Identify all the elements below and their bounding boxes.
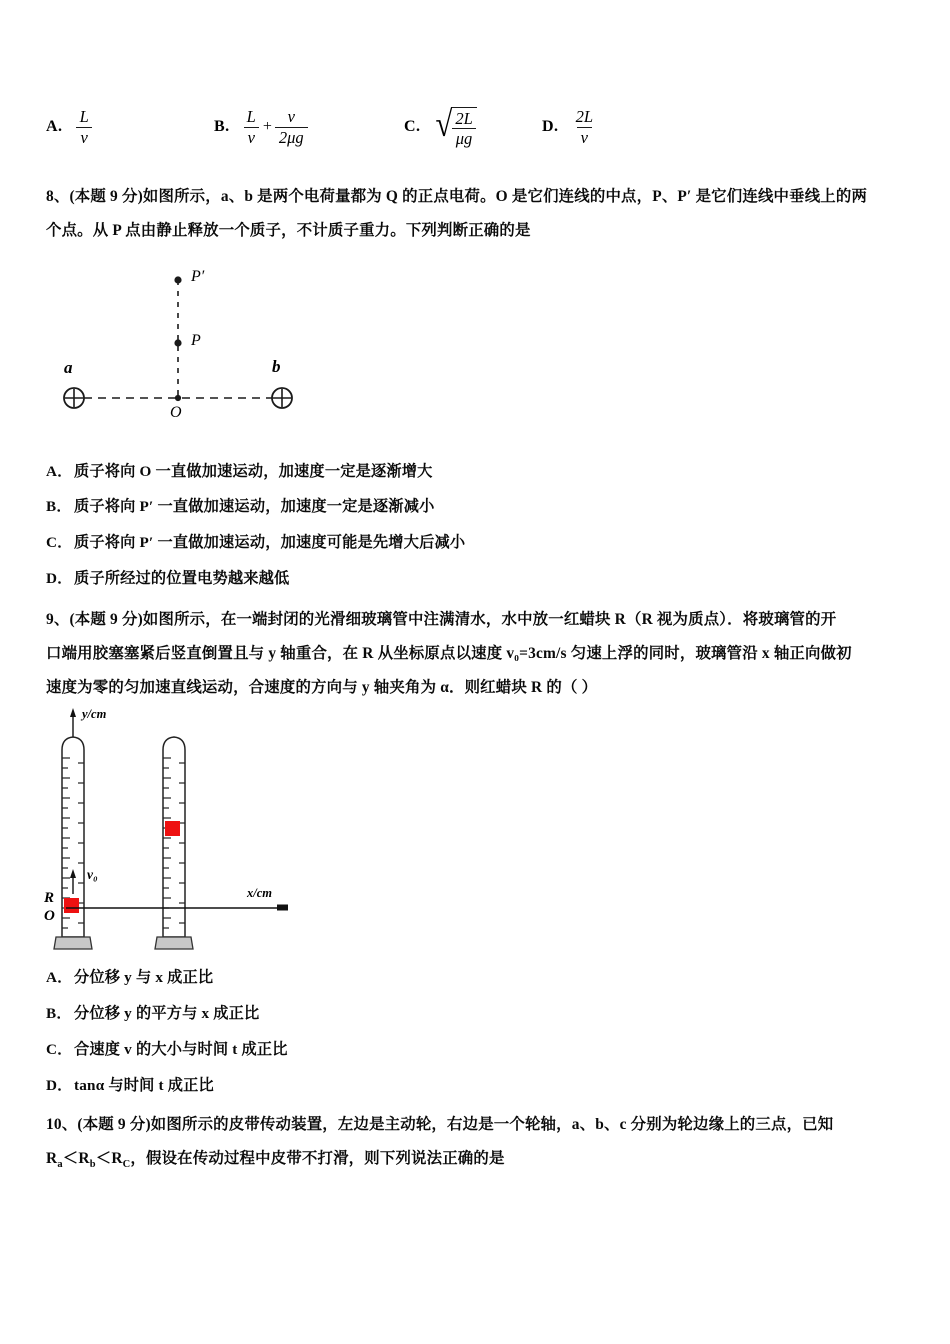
glass-tube-left [54, 737, 92, 949]
question9-option-b-label: B． [46, 1005, 72, 1022]
figure8-label-p-prime: P′ [191, 268, 205, 285]
tube-left-base [54, 937, 92, 949]
radical-icon: √ [435, 103, 452, 144]
math-option-d-denominator: v [577, 127, 592, 146]
math-option-c-label: C. [404, 118, 421, 135]
math-option-d [542, 96, 597, 158]
question8-option-b [46, 497, 746, 517]
point-p-dot [174, 339, 181, 346]
figure9-x-axis-label: x/cm [247, 886, 272, 900]
question10-sub-c: C [122, 1159, 131, 1171]
math-option-b-operator: + [262, 118, 272, 135]
question10-symbol-rb: $R_b$ [78, 1150, 96, 1171]
math-option-a-denominator: v [76, 127, 91, 146]
tube-right-base [155, 937, 193, 949]
math-option-a [46, 96, 93, 158]
question9-option-c-text: 合速度 v 的大小与时间 t 成正比 [74, 1041, 288, 1058]
question10-symbol-rc: $R_C$ [111, 1150, 131, 1171]
question9-option-b-text: 分位移 y 的平方与 x 成正比 [74, 1005, 260, 1022]
math-option-b-denominator-2: 2μg [275, 127, 308, 146]
question9-option-a [46, 968, 746, 988]
question8-option-a [46, 462, 746, 482]
figure9-y-axis-label: y/cm [82, 707, 107, 721]
wax-block-right [165, 821, 180, 836]
question9-option-a-label: A． [46, 969, 73, 986]
question8-option-b-text: 质子将向 P′ 一直做加速运动，加速度一定是逐渐减小 [74, 498, 435, 515]
question10-stem-line-2-rest: ，假设在传动过程中皮带不打滑，则下列说法正确的是 [130, 1150, 505, 1167]
question9-option-c [46, 1040, 746, 1060]
question8-option-a-text: 质子将向 O 一直做加速运动，加速度一定是逐渐增大 [74, 463, 433, 480]
question9-option-d [46, 1076, 746, 1096]
math-option-c-numerator: 2L [455, 108, 473, 128]
charge-a-symbol [64, 388, 84, 408]
math-option-a-label: A. [46, 118, 63, 135]
glass-tube-right [155, 737, 193, 949]
x-axis-arrow [277, 905, 288, 911]
math-option-b-fraction-2 [275, 108, 308, 146]
math-option-c [404, 96, 477, 158]
figure8-label-o: O [170, 404, 182, 421]
question8-stem-line-2: 个点。从 P 点由静止释放一个质子，不计质子重力。下列判断正确的是 [46, 222, 531, 239]
math-option-b-fraction-1 [243, 108, 260, 146]
figure8-label-a: a [64, 358, 73, 377]
math-option-a-numerator: L [79, 107, 89, 127]
math-option-d-label: D. [542, 118, 559, 135]
math-option-c-fraction [451, 110, 476, 148]
question9-stem-line-1: 9、(本题 9 分)如图所示，在一端封闭的光滑细玻璃管中注满清水，水中放一红蜡块 R（R 视为质点）．将玻璃管的开 [46, 611, 837, 628]
math-option-c-radicand [451, 107, 476, 148]
math-option-d-numerator: 2L [575, 107, 593, 127]
figure9-velocity-label: v₀ [87, 867, 98, 882]
question9-option-a-text: 分位移 y 与 x 成正比 [74, 969, 214, 986]
question8-stem-line-1: 8、(本题 9 分)如图所示，a、b 是两个电荷量都为 Q 的正点电荷。O 是它们连线的中点，P、P′ 是它们连线中垂线上的两 [46, 188, 868, 205]
math-option-c-denominator: μg [452, 128, 477, 147]
question8-figure-point-charges [50, 258, 370, 436]
question9-figure-glass-tubes [40, 706, 360, 958]
question8-option-d-text: 质子所经过的位置电势越来越低 [74, 570, 290, 587]
charge-b-symbol [272, 388, 292, 408]
question8-option-c-text: 质子将向 P′ 一直做加速运动，加速度可能是先增大后减小 [74, 534, 466, 551]
question10-sub-a: a [57, 1159, 63, 1171]
math-option-d-fraction [572, 108, 597, 146]
question9-stem-line-3: 速度为零的匀加速直线运动，合速度的方向与 y 轴夹角为 α．则红蜡块 R 的（ ） [46, 679, 598, 696]
question9-stem-line-2: 口端用胶塞塞紧后竖直倒置且与 y 轴重合，在 R 从坐标原点以速度 v₀=3cm/s 匀速上浮的同时，玻璃管沿 x 轴正向做初 [46, 645, 852, 662]
question9-option-b [46, 1004, 746, 1024]
glass-tube-diagram-svg [40, 706, 360, 958]
figure9-wax-label-r: R [44, 890, 55, 906]
figure8-label-b: b [272, 357, 281, 376]
point-p-prime-dot [174, 276, 181, 283]
math-option-b-numerator-1: L [246, 107, 256, 127]
math-option-c-sqrt [434, 103, 477, 148]
math-option-b-denominator-1: v [244, 127, 259, 146]
question9-option-d-text: tanα 与时间 t 成正比 [74, 1077, 214, 1094]
question9-option-d-label: D． [46, 1077, 73, 1094]
wax-block-left [64, 898, 79, 913]
figure9-origin-label-o: O [44, 908, 55, 924]
question9-option-c-label: C． [46, 1041, 73, 1058]
question8-option-c [46, 533, 746, 553]
question8-option-d [46, 569, 746, 589]
point-o-dot [175, 395, 181, 401]
math-option-b-numerator-2: v [287, 107, 295, 127]
question8-option-a-label: A． [46, 463, 73, 480]
question10-stem-line-1: 10、(本题 9 分)如图所示的皮带传动装置，左边是主动轮，右边是一个轮轴，a、b、c 分别为轮边缘上的三点，已知 [46, 1116, 834, 1133]
question8-option-b-label: B． [46, 498, 72, 515]
question8-option-c-label: C． [46, 534, 73, 551]
math-option-a-fraction [76, 108, 93, 146]
math-option-b-label: B. [214, 118, 230, 135]
figure8-label-p: P [191, 332, 201, 349]
question10-symbol-ra: $R_a$ [46, 1150, 63, 1171]
question10-stem-line-2: $R_a<R_b<R_C$，假设在传动过程中皮带不打滑，则下列说法正确的是 [46, 1150, 505, 1171]
question8-option-d-label: D． [46, 570, 73, 587]
math-option-b [214, 96, 308, 158]
answer-options-math-row [46, 96, 926, 158]
question10-sub-b: b [89, 1159, 96, 1171]
point-charge-diagram-svg [50, 258, 370, 436]
y-axis-arrow [70, 708, 76, 738]
